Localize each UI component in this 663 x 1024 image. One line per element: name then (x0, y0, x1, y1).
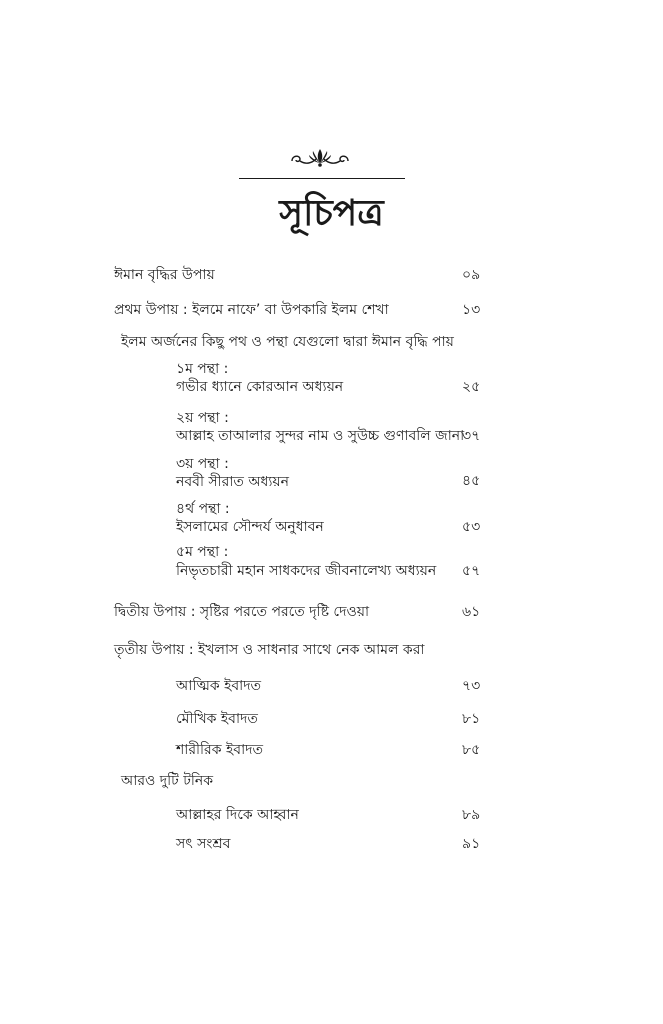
toc-entry: তৃতীয় উপায় : ইখলাস ও সাধনার সাথে নেক আমল করা (114, 642, 425, 658)
toc-subheading: ১ম পন্থা : (176, 361, 229, 377)
toc-page-number: ৮৯ (462, 807, 481, 823)
toc-subheading: ৩য় পন্থা : (176, 456, 229, 472)
page-title: সূচিপত্র (279, 193, 384, 234)
toc-page-number: ২৫ (462, 379, 481, 395)
toc-page-number: ৮১ (462, 711, 481, 727)
toc-entry: দ্বিতীয় উপায় : সৃষ্টির পরতে পরতে দৃষ্টি দেওয়া (114, 604, 370, 620)
toc-page-number: ৫৩ (462, 519, 481, 535)
toc-entry: নববী সীরাত অধ্যয়ন (176, 474, 289, 490)
toc-entry: গভীর ধ্যানে কোরআন অধ্যয়ন (176, 379, 344, 395)
toc-entry: ইলম অর্জনের কিছু পথ ও পন্থা যেগুলো দ্বারা ঈমান বৃদ্ধি পায় (121, 334, 454, 350)
toc-entry: ইসলামের সৌন্দর্য অনুধাবন (176, 519, 324, 535)
toc-page-number: ৮৫ (462, 742, 481, 758)
toc-page-number: ৭৩ (462, 678, 481, 694)
toc-page-number: ৩৭ (462, 428, 481, 444)
toc-entry: আল্লাহ তাআলার সুন্দর নাম ও সুউচ্চ গুণাবলি জানা (176, 428, 465, 444)
toc-entry: আল্লাহর দিকে আহ্বান (176, 807, 299, 823)
toc-entry: সৎ সংশ্রব (176, 836, 231, 852)
toc-page-number: ৯১ (462, 836, 481, 852)
toc-subheading: ৫ম পন্থা : (176, 544, 229, 560)
toc-subheading: ৪র্থ পন্থা : (176, 501, 230, 517)
toc-entry: আত্মিক ইবাদত (176, 678, 262, 694)
toc-entry: মৌখিক ইবাদত (176, 711, 258, 727)
flourish-ornament-icon (288, 145, 352, 169)
toc-subheading: ২য় পন্থা : (176, 410, 229, 426)
toc-entry: শারীরিক ইবাদত (176, 742, 263, 758)
toc-entry: প্রথম উপায় : ইলমে নাফে’ বা উপকারি ইলম শেখা (114, 302, 389, 318)
toc-entry: নিভৃতচারী মহান সাধকদের জীবনালেখ্য অধ্যয়ন (176, 563, 437, 579)
toc-page-number: ৪৫ (462, 473, 481, 489)
toc-entry: ঈমান বৃদ্ধির উপায় (114, 267, 215, 283)
toc-page-number: ৫৭ (462, 563, 481, 579)
title-divider (239, 178, 405, 179)
toc-page-number: ০৯ (462, 267, 481, 283)
toc-page-number: ৬১ (462, 604, 481, 620)
toc-entry: আরও দুটি টনিক (121, 773, 214, 789)
toc-page-number: ১৩ (462, 302, 481, 318)
